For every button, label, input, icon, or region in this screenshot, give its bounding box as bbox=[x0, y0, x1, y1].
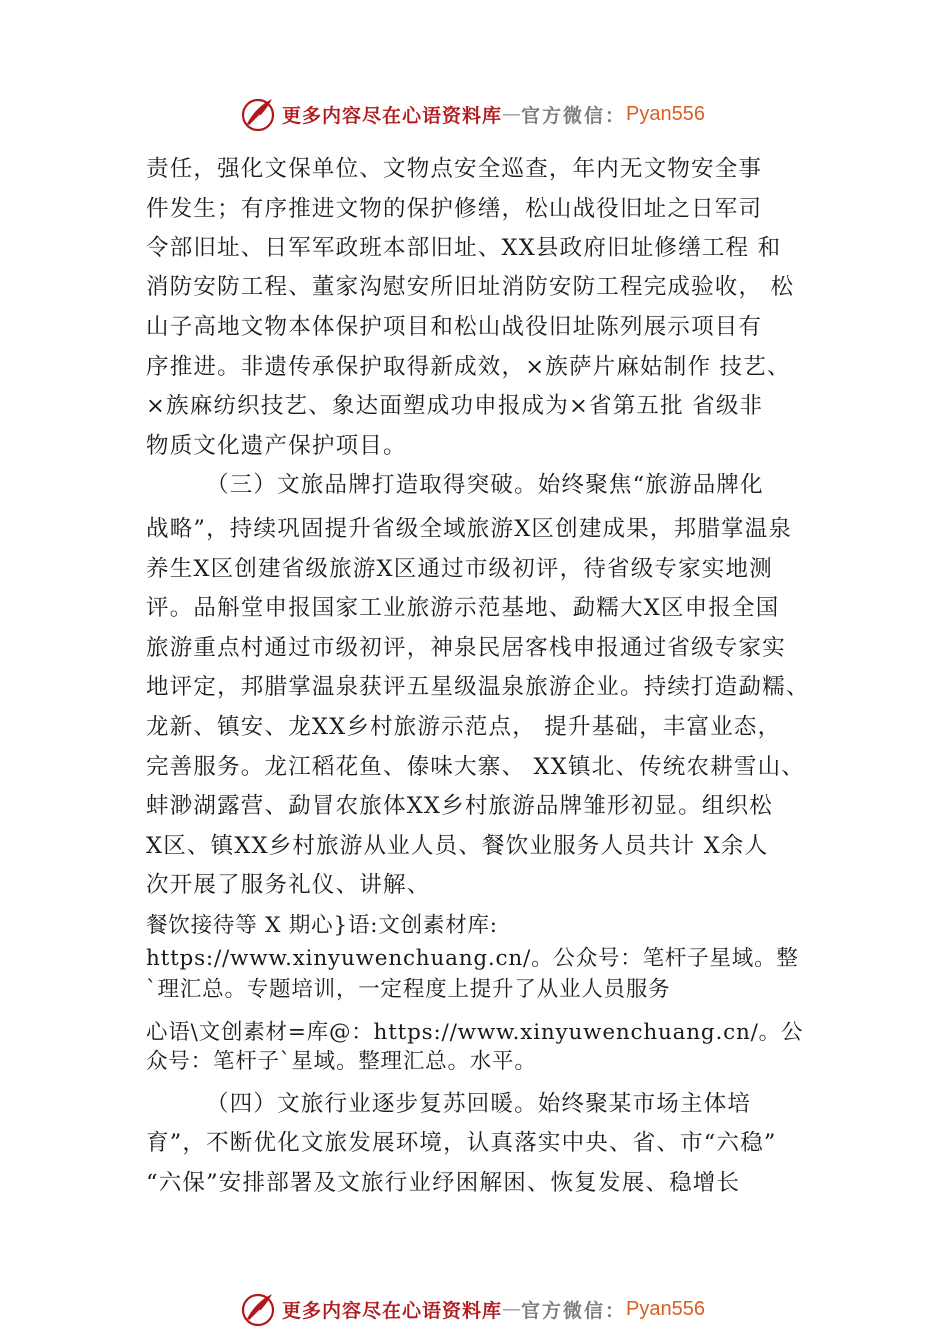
text-line: https://www.xinyuwenchuang.cn/。公众号：笔杆子星域。整 bbox=[146, 946, 799, 971]
text-line: 评。品斛堂申报国家工业旅游示范基地、勐糯大X区申报全国 bbox=[146, 595, 780, 621]
text-line: 众号：笔杆子`星域。整理汇总。水平。 bbox=[146, 1049, 537, 1074]
text-line: 完善服务。龙江稻花鱼、傣味大寨、 XX镇北、传统农耕雪山、 bbox=[146, 754, 805, 780]
text-line: 责任，强化文保单位、文物点安全巡查，年内无文物安全事 bbox=[146, 156, 763, 182]
text-line: 令部旧址、日军军政班本部旧址、XX县政府旧址修缮工程 和 bbox=[146, 235, 782, 261]
text-line: 育”，不断优化文旅发展环境，认真落实中央、省、市“六稳” bbox=[146, 1130, 777, 1156]
banner-dash: — bbox=[502, 1298, 522, 1320]
text-line: `理汇总。专题培训，一定程度上提升了从业人员服务 bbox=[146, 977, 671, 1002]
text-line: “六保”安排部署及文旅行业纾困解困、恢复发展、稳增长 bbox=[146, 1170, 741, 1196]
banner-wechat-id: Pyan556 bbox=[626, 102, 705, 125]
section-heading-3: （三）文旅品牌打造取得突破。始终聚焦“旅游品牌化 bbox=[206, 472, 764, 498]
text-line: 序推进。非遗传承保护取得新成效，×族萨片麻姑制作 技艺、 bbox=[146, 354, 791, 380]
text-line: 餐饮接待等 X 期心}语:文创素材库: bbox=[146, 913, 498, 938]
text-line: X区、镇XX乡村旅游从业人员、餐饮业服务人员共计 X余人 bbox=[146, 833, 769, 859]
banner-title: 更多内容尽在心语资料库 bbox=[282, 1299, 503, 1322]
text-line: 次开展了服务礼仪、讲解、 bbox=[146, 872, 431, 898]
header-banner bbox=[238, 94, 705, 134]
text-line: 消防安防工程、董家沟慰安所旧址消防安防工程完成验收， 松 bbox=[146, 274, 795, 300]
banner-wechat-id: Pyan556 bbox=[626, 1297, 705, 1320]
quill-logo-icon bbox=[238, 94, 278, 134]
banner-title: 更多内容尽在心语资料库 bbox=[282, 104, 503, 127]
text-line: 山子高地文物本体保护项目和松山战役旧址陈列展示项目有 bbox=[146, 314, 763, 340]
text-line: 件发生；有序推进文物的保护修缮，松山战役旧址之日军司 bbox=[146, 196, 763, 222]
section-heading-4: （四）文旅行业逐步复苏回暖。始终聚某市场主体培 bbox=[206, 1091, 752, 1117]
text-line: 心语\文创素材=库@：https://www.xinyuwenchuang.cn/。公 bbox=[146, 1020, 804, 1045]
text-line: 养生X区创建省级旅游X区通过市级初评，待省级专家实地测 bbox=[146, 556, 773, 582]
text-line: 战略”，持续巩固提升省级全域旅游X区创建成果，邦腊掌温泉 bbox=[146, 516, 793, 542]
banner-dash: — bbox=[502, 103, 522, 125]
footer-banner bbox=[238, 1289, 705, 1329]
text-line: ×族麻纺织技艺、象达面塑成功申报成为×省第五批 省级非 bbox=[146, 393, 764, 419]
text-line: 蚌渺湖露营、勐冒农旅体XX乡村旅游品牌雏形初显。组织松 bbox=[146, 793, 773, 819]
banner-wechat-label: 官方微信： bbox=[521, 1299, 627, 1322]
quill-logo-icon bbox=[238, 1289, 278, 1329]
banner-wechat-label: 官方微信： bbox=[521, 104, 627, 127]
text-line: 龙新、镇安、龙XX乡村旅游示范点， 提升基础，丰富业态， bbox=[146, 714, 782, 740]
text-line: 物质文化遗产保护项目。 bbox=[146, 433, 407, 459]
text-line: 旅游重点村通过市级初评，神泉民居客栈申报通过省级专家实 bbox=[146, 635, 786, 661]
text-line: 地评定，邦腊掌温泉获评五星级温泉旅游企业。持续打造勐糯、 bbox=[146, 674, 810, 700]
